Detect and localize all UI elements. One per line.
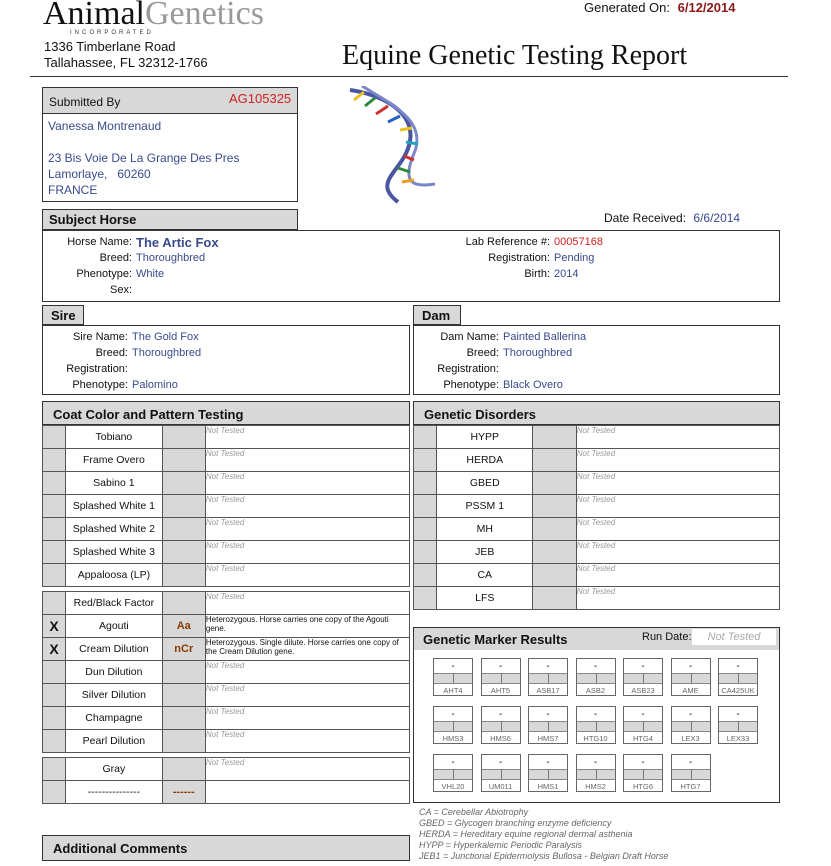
company-address1: 1336 Timberlane Road [44, 39, 176, 54]
marker-bar [434, 673, 472, 684]
coat-color-table [42, 425, 410, 804]
test-mark [43, 472, 66, 495]
test-note: Not Tested [205, 495, 409, 518]
test-mark [43, 684, 66, 707]
marker-cell [623, 658, 663, 696]
subject-breed-label: Breed: [99, 252, 132, 264]
test-note: Not Tested [205, 707, 409, 730]
marker-value: - [498, 757, 503, 768]
disorder-note: Not Tested [576, 541, 779, 564]
subject-phenotype: White [136, 268, 165, 280]
disorder-result [533, 564, 576, 587]
test-note: Not Tested [205, 518, 409, 541]
company-logo [43, 0, 264, 32]
table-row [43, 638, 410, 661]
marker-value: - [736, 661, 740, 672]
company-tagline: INCORPORATED [70, 30, 154, 36]
marker-name: HTG6 [632, 782, 653, 791]
sire-phenotype-label: Phenotype: [72, 379, 128, 391]
marker-cell [528, 706, 568, 744]
test-result [162, 495, 205, 518]
marker-cell [623, 706, 663, 744]
table-row [414, 564, 780, 587]
test-name: Cream Dilution [66, 638, 163, 661]
marker-value: - [546, 757, 550, 768]
test-mark [43, 564, 66, 587]
disorder-note: Not Tested [576, 564, 779, 587]
marker-bar [529, 769, 567, 780]
marker-value: - [641, 709, 645, 720]
test-mark [43, 781, 66, 804]
test-name: Appaloosa (LP) [66, 564, 163, 587]
marker-cell [481, 658, 521, 696]
marker-bar [719, 721, 757, 732]
legend-line: JEB1 = Junctional Epidermolysis Bullosa - Belgian Draft Horse [419, 851, 669, 861]
test-note: Not Tested [205, 472, 409, 495]
table-row [43, 615, 410, 638]
disorder-result [533, 449, 576, 472]
disorder-name: LFS [437, 587, 533, 610]
dam-registration-label: Registration: [437, 363, 499, 375]
sire-phenotype: Palomino [132, 379, 178, 391]
marker-bar [529, 721, 567, 732]
test-mark [43, 661, 66, 684]
test-mark [43, 518, 66, 541]
marker-cell [623, 754, 663, 792]
marker-value: - [451, 709, 455, 720]
marker-name: AHT4 [443, 686, 463, 695]
subject-phenotype-label: Phenotype: [76, 268, 132, 280]
run-date-label: Run Date: [642, 631, 692, 643]
test-result: Aa [162, 615, 205, 638]
disorder-result [533, 587, 576, 610]
table-row [43, 472, 410, 495]
submitter-country: FRANCE [48, 183, 98, 197]
marker-name: AHT5 [490, 686, 511, 695]
sire-name: The Gold Fox [132, 331, 199, 343]
disorder-note: Not Tested [576, 449, 779, 472]
report-title: Equine Genetic Testing Report [342, 40, 688, 71]
marker-cell [671, 754, 711, 792]
marker-cell [481, 706, 521, 744]
date-received-label: Date Received: [604, 211, 687, 225]
table-row [43, 684, 410, 707]
table-row [43, 758, 410, 781]
test-result [162, 564, 205, 587]
test-result: ------ [162, 781, 205, 804]
disorder-mark [414, 495, 437, 518]
marker-value: - [546, 709, 550, 720]
test-mark [43, 426, 66, 449]
company-address2: Tallahassee, FL 32312-1766 [44, 55, 208, 70]
table-row [43, 730, 410, 753]
dam-name: Painted Ballerina [503, 331, 587, 343]
table-row [43, 661, 410, 684]
table-row [414, 541, 780, 564]
test-name: Champagne [66, 707, 163, 730]
table-row [414, 449, 780, 472]
test-mark [43, 758, 66, 781]
table-row [43, 707, 410, 730]
marker-name: HTG10 [583, 734, 608, 743]
test-name: Splashed White 2 [66, 518, 163, 541]
marker-bar [672, 673, 710, 684]
generated-label: Generated On: [584, 0, 670, 15]
test-mark: X [43, 615, 66, 638]
marker-bar [624, 673, 662, 684]
marker-bar [577, 769, 615, 780]
disorder-name: MH [437, 518, 533, 541]
marker-name: CA425UK [721, 686, 755, 695]
disorder-note: Not Tested [576, 426, 779, 449]
test-result [162, 592, 205, 615]
marker-bar [719, 673, 757, 684]
disorder-result [533, 495, 576, 518]
genetic-disorders-header: Genetic Disorders [413, 401, 780, 425]
disorder-name: GBED [437, 472, 533, 495]
test-name: Red/Black Factor [66, 592, 163, 615]
test-name: Dun Dilution [66, 661, 163, 684]
marker-name: ASB2 [585, 686, 606, 695]
disorder-mark [414, 449, 437, 472]
test-note: Not Tested [205, 684, 409, 707]
marker-name: HMS7 [537, 734, 559, 743]
test-note: Heterozygous. Single dilute. Horse carries one copy of the Cream Dilution gene. [205, 638, 409, 661]
submitter-address1: 23 Bis Voie De La Grange Des Pres [48, 151, 240, 165]
disorder-mark [414, 426, 437, 449]
genetic-marker-header: Genetic Marker Results [423, 632, 568, 647]
disorder-mark [414, 564, 437, 587]
marker-name: ASB17 [536, 686, 560, 695]
date-received [604, 211, 740, 225]
table-row [43, 449, 410, 472]
test-note: Not Tested [205, 592, 409, 615]
test-name: Splashed White 1 [66, 495, 163, 518]
marker-bar [577, 721, 615, 732]
disorder-note: Not Tested [576, 472, 779, 495]
test-mark [43, 541, 66, 564]
test-mark [43, 592, 66, 615]
submitter-name: Vanessa Montrenaud [48, 119, 162, 133]
marker-bar [482, 769, 520, 780]
marker-cell [528, 754, 568, 792]
test-name: --------------- [66, 781, 163, 804]
disorder-mark [414, 472, 437, 495]
subject-birth: 2014 [554, 268, 579, 280]
table-row [414, 495, 780, 518]
table-row [43, 781, 410, 804]
test-name: Frame Overo [66, 449, 163, 472]
subject-registration-label: Registration: [488, 252, 550, 264]
subject-horse-header: Subject Horse [42, 209, 298, 230]
marker-value: - [641, 757, 645, 768]
disorder-result [533, 472, 576, 495]
marker-bar [672, 769, 710, 780]
test-mark [43, 495, 66, 518]
legend-line: HERDA = Hereditary equine regional dermal asthenia [419, 829, 633, 839]
test-result [162, 758, 205, 781]
header-rule [30, 76, 788, 77]
disorder-mark [414, 518, 437, 541]
test-result [162, 472, 205, 495]
test-mark: X [43, 638, 66, 661]
marker-bar [672, 721, 710, 732]
test-name: Silver Dilution [66, 684, 163, 707]
subject-breed: Thoroughbred [136, 252, 206, 264]
disorder-name: HERDA [437, 449, 533, 472]
table-row [414, 472, 780, 495]
table-row [43, 495, 410, 518]
sire-breed-label: Breed: [95, 347, 128, 359]
test-note: Not Tested [205, 661, 409, 684]
dam-phenotype: Black Overo [503, 379, 563, 391]
test-note: Not Tested [205, 730, 409, 753]
test-note [205, 781, 409, 804]
test-name: Splashed White 3 [66, 541, 163, 564]
marker-value: - [451, 757, 455, 768]
test-result [162, 541, 205, 564]
marker-cell [576, 754, 616, 792]
marker-value: - [593, 757, 598, 768]
table-row [43, 518, 410, 541]
dam-breed-label: Breed: [466, 347, 499, 359]
sire-breed: Thoroughbred [132, 347, 202, 359]
marker-value: - [688, 757, 693, 768]
test-name: Pearl Dilution [66, 730, 163, 753]
marker-name: LEX3 [681, 734, 700, 743]
test-result [162, 661, 205, 684]
test-result [162, 449, 205, 472]
horse-name: The Artic Fox [136, 235, 219, 250]
marker-cell [671, 658, 711, 696]
test-mark [43, 730, 66, 753]
marker-cell [671, 706, 711, 744]
test-result [162, 426, 205, 449]
marker-name: VHL20 [441, 782, 465, 791]
run-date-value: Not Tested [692, 629, 776, 645]
table-row [43, 564, 410, 587]
marker-cell [433, 658, 473, 696]
test-result [162, 730, 205, 753]
test-name: Tobiano [66, 426, 163, 449]
date-received-value: 6/6/2014 [693, 211, 741, 225]
marker-value: - [688, 709, 693, 720]
coat-color-header: Coat Color and Pattern Testing [42, 401, 410, 425]
disorder-name: JEB [437, 541, 533, 564]
marker-value: - [641, 661, 645, 672]
legend-line: GBED = Glycogen branching enzyme deficiency [419, 818, 612, 828]
legend-line: HYPP = Hyperkalemic Periodic Paralysis [419, 840, 582, 850]
disorder-note: Not Tested [576, 495, 779, 518]
marker-name: LEX33 [726, 734, 750, 743]
marker-bar [624, 721, 662, 732]
subject-registration: Pending [554, 252, 595, 264]
marker-name: HMS3 [442, 734, 464, 743]
disorder-result [533, 518, 576, 541]
marker-bar [434, 721, 472, 732]
subject-sex-label: Sex: [109, 284, 132, 296]
submitted-by-label: Submitted By [49, 95, 121, 109]
company-name-part1: Animal [43, 0, 145, 32]
dam-header: Dam [413, 305, 461, 325]
generated-date: 6/12/2014 [677, 0, 736, 15]
marker-value: - [593, 709, 598, 720]
test-mark [43, 707, 66, 730]
marker-bar [482, 673, 520, 684]
sire-registration-label: Registration: [66, 363, 128, 375]
test-name: Sabino 1 [66, 472, 163, 495]
marker-cell [718, 706, 758, 744]
disorder-result [533, 426, 576, 449]
marker-name: UM011 [488, 782, 513, 791]
test-note: Not Tested [205, 564, 409, 587]
table-row [414, 587, 780, 610]
test-result [162, 518, 205, 541]
marker-value: - [688, 661, 693, 672]
dna-helix-graphic [340, 86, 450, 208]
disorder-result [533, 541, 576, 564]
test-result [162, 707, 205, 730]
marker-cell [481, 754, 521, 792]
test-note: Not Tested [205, 449, 409, 472]
marker-name: HMS6 [490, 734, 511, 743]
marker-value: - [546, 661, 550, 672]
test-result [162, 684, 205, 707]
marker-value: - [736, 709, 740, 720]
disorder-note: Not Tested [576, 518, 779, 541]
marker-name: ASB23 [631, 686, 655, 695]
dam-breed: Thoroughbred [503, 347, 573, 359]
marker-cell [433, 706, 473, 744]
marker-value: - [451, 661, 455, 672]
table-row [43, 426, 410, 449]
test-name: Gray [66, 758, 163, 781]
disorder-name: CA [437, 564, 533, 587]
subject-birth-label: Birth: [524, 268, 550, 280]
sire-name-label: Sire Name: [72, 331, 128, 343]
disorder-note: Not Tested [576, 587, 779, 610]
marker-value: - [593, 661, 598, 672]
dam-name-label: Dam Name: [440, 331, 499, 343]
legend-line: CA = Cerebellar Abiotrophy [419, 807, 529, 817]
dam-phenotype-label: Phenotype: [443, 379, 499, 391]
test-note: Heterozygous. Horse carries one copy of the Agouti gene. [205, 615, 409, 638]
company-name-part2: Genetics [144, 0, 264, 32]
marker-bar [482, 721, 520, 732]
lab-ref-label: Lab Reference #: [465, 236, 550, 248]
marker-name: HMS1 [537, 782, 559, 791]
genetic-disorders-table [413, 425, 780, 610]
test-result: nCr [162, 638, 205, 661]
abbreviation-legend [419, 807, 668, 862]
table-row [414, 518, 780, 541]
test-note: Not Tested [205, 541, 409, 564]
additional-comments-header: Additional Comments [42, 835, 410, 861]
marker-name: HTG4 [632, 734, 653, 743]
marker-bar [624, 769, 662, 780]
marker-bar [577, 673, 615, 684]
table-row [43, 541, 410, 564]
disorder-mark [414, 541, 437, 564]
test-note: Not Tested [205, 426, 409, 449]
test-name: Agouti [66, 615, 163, 638]
marker-name: HTG7 [680, 782, 701, 791]
marker-value: - [498, 661, 503, 672]
marker-bar [529, 673, 567, 684]
marker-cell [528, 658, 568, 696]
marker-cell [718, 658, 758, 696]
generated-on [584, 0, 735, 15]
marker-value: - [498, 709, 503, 720]
sire-header: Sire [42, 305, 84, 325]
disorder-name: HYPP [437, 426, 533, 449]
horse-name-label: Horse Name: [67, 236, 132, 248]
marker-cell [576, 658, 616, 696]
disorder-name: PSSM 1 [437, 495, 533, 518]
marker-cell [433, 754, 473, 792]
submitter-id: AG105325 [229, 91, 292, 106]
marker-cell [576, 706, 616, 744]
table-row [414, 426, 780, 449]
marker-name: AME [682, 686, 699, 695]
disorder-mark [414, 587, 437, 610]
submitter-address2: Lamorlaye, 60260 [48, 167, 151, 181]
marker-name: HMS2 [585, 782, 606, 791]
test-mark [43, 449, 66, 472]
test-note: Not Tested [205, 758, 409, 781]
marker-bar [434, 769, 472, 780]
table-row [43, 592, 410, 615]
lab-ref-value: 00057168 [554, 236, 603, 248]
